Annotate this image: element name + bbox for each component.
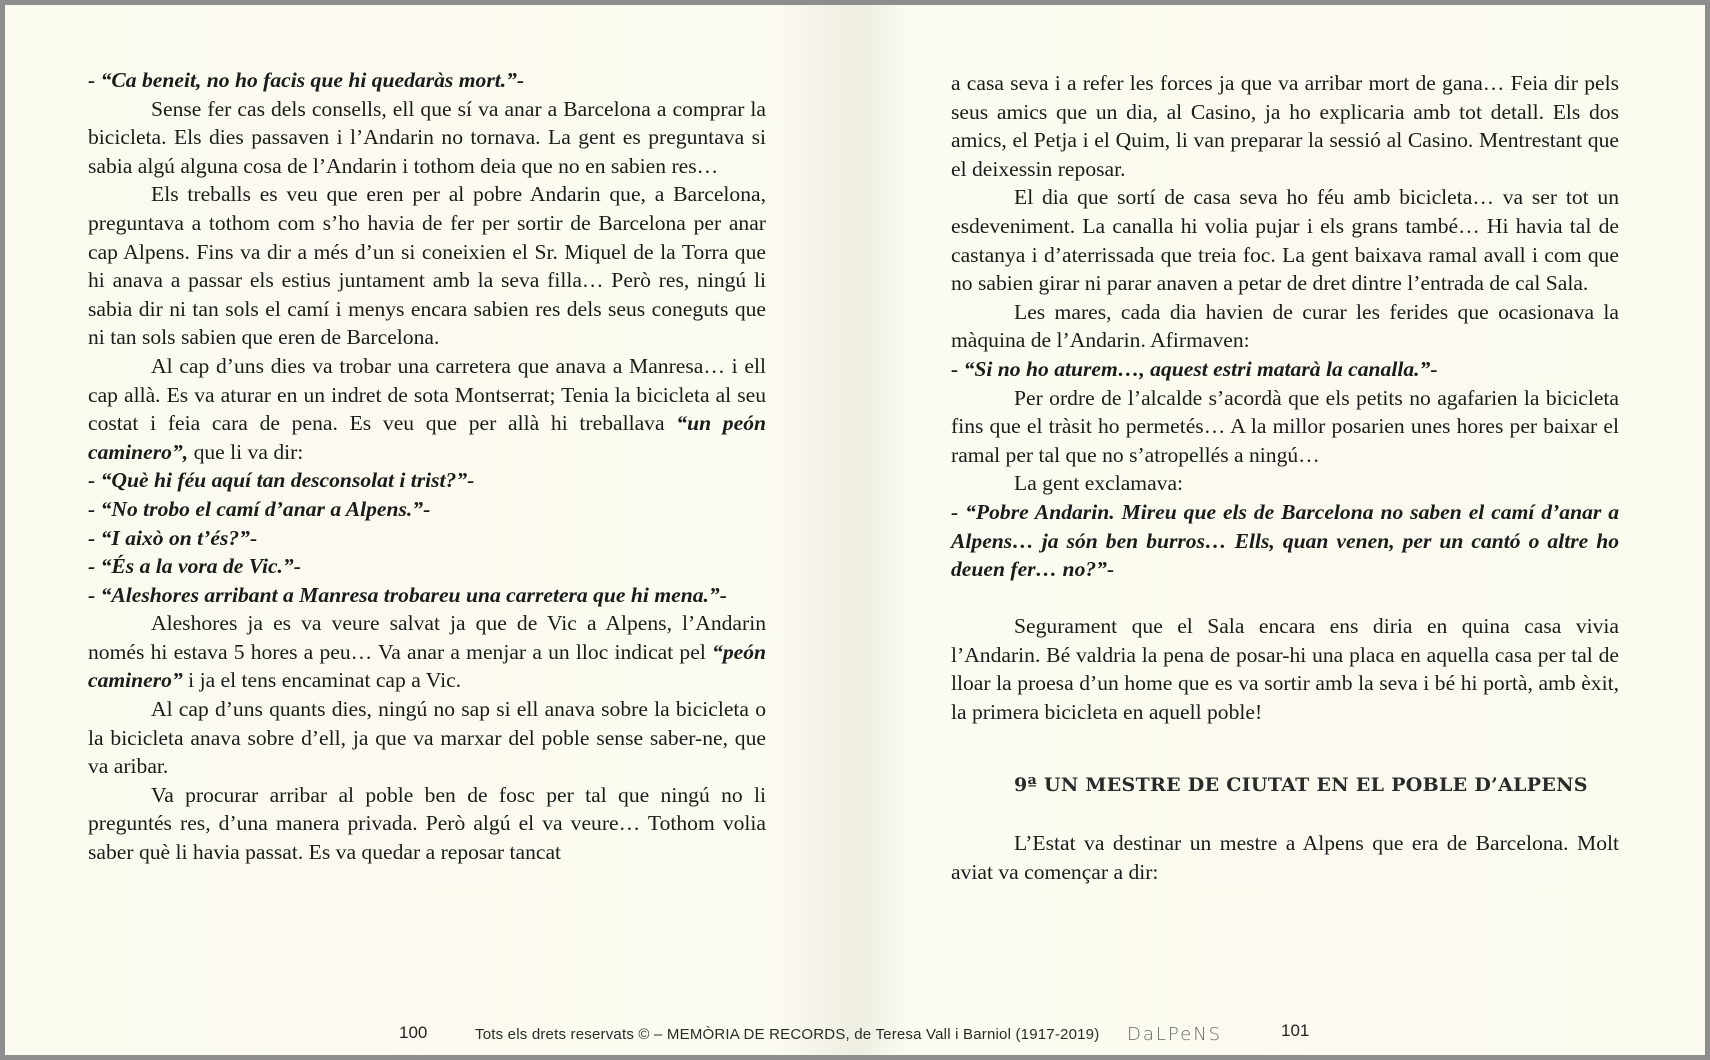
text-run: - “Pobre Andarin. Mireu que els de Barcelona no saben el camí d’anar a Alpens… ja són ben burros… Ells, quan venen, per un cantó o altre ho deuen fer… no?”- <box>951 499 1619 582</box>
page-footer <box>5 1021 1705 1045</box>
text-run: Al cap d’uns quants dies, ningú no sap si ell anava sobre la bicicleta o la bicicleta anava sobre d’ell, ja que va marxar del poble sense saber-ne, que va aribar. <box>88 697 766 779</box>
paragraph <box>88 352 766 466</box>
page-number-left: 100 <box>399 1023 428 1042</box>
text-run: que li va dir: <box>188 439 304 464</box>
paragraph <box>951 829 1619 886</box>
text-run: - “I això on t’és?”- <box>88 525 258 550</box>
chapter-heading: 9ª UN MESTRE DE CIUTAT EN EL POBLE D’ALPENS <box>1014 773 1588 796</box>
text-run: Els treballs es veu que eren per al pobre Andarin que, a Barcelona, preguntava a tothom com s’ho havia de fer per sortir de Barcelona per anar cap Alpens. Fins va dir a més d’un si coneixien el Sr. Miquel de la Torra que hi anava a passar els estius juntament amb la seva filla… Però res, ningú li sabia dir ni tan sols el camí i menys encara sabien res dels seus coneguts que ni tan sols sabien que eren de Barcelona. <box>88 182 766 350</box>
text-run: Aleshores ja es va veure salvat ja que de Vic a Alpens, l’Andarin només hi estava 5 hores a peu… Va anar a menjar a un lloc indicat pel <box>88 611 766 664</box>
paragraph <box>951 69 1619 183</box>
dialogue-line <box>88 552 766 581</box>
chapter-body <box>951 829 1619 886</box>
right-page <box>856 5 1705 1055</box>
text-run: Sense fer cas dels consells, ell que sí va anar a Barcelona a comprar la bicicleta. Els dies passaven i l’Andarin no tornava. La gent es preguntava si sabia algú alguna cosa de l’Andarin i tothom deia que no en sabien res… <box>88 96 766 178</box>
text-run: Segurament que el Sala encara ens diria en quina casa vivia l’Andarin. Bé valdria la pena de posar-hi una placa en aquella casa per tal de lloar la proesa d’un home que es va sortir amb la seva i bé hi portà, amb èxit, la primera bicicleta en aquell poble! <box>951 614 1619 725</box>
paragraph <box>88 695 766 781</box>
dialogue-line <box>88 66 766 95</box>
dialogue-line <box>88 466 766 495</box>
page-number-right: 101 <box>1281 1021 1310 1040</box>
text-run: - “Què hi féu aquí tan desconsolat i trist?”- <box>88 468 475 493</box>
dialogue-line <box>88 581 766 610</box>
text-run: i ja el tens encaminat cap a Vic. <box>182 668 462 693</box>
paragraph <box>88 781 766 867</box>
paragraph-spacer <box>951 584 1619 613</box>
text-run: La gent exclamava: <box>1014 471 1184 496</box>
dialogue-line <box>88 524 766 553</box>
left-page <box>5 5 856 1055</box>
right-page-text <box>951 69 1619 886</box>
text-run: - “Ca beneit, no ho facis que hi quedaràs mort.”- <box>88 68 525 92</box>
text-run: L’Estat va destinar un mestre a Alpens que era de Barcelona. Molt aviat va començar a dir: <box>951 831 1619 884</box>
emphasis-text: “peón caminero” <box>88 639 766 693</box>
paragraph <box>951 183 1619 297</box>
paragraph <box>88 180 766 352</box>
emphasis-text: “un peón caminero”, <box>88 411 766 464</box>
dialogue-line <box>951 498 1619 584</box>
text-run: Les mares, cada dia havien de curar les ferides que ocasionava la màquina de l’Andarin. Afirmaven: <box>951 299 1619 353</box>
book-spread <box>5 5 1705 1055</box>
dialogue-line <box>88 495 766 524</box>
text-run: - “Si no ho aturem…, aquest estri matarà la canalla.”- <box>951 356 1438 381</box>
text-run: El dia que sortí de casa seva ho féu amb bicicleta… va ser tot un esdeveniment. La canalla hi volia pujar i els grans també… Hi havia tal de castanya i d’aterrissada que treia foc. La gent baixava ramal avall i com que no sabien girar ni parar anaven a petar de dret dintre l’entrada de cal Sala. <box>951 185 1619 296</box>
paragraph <box>951 384 1619 470</box>
text-run: Va procurar arribar al poble ben de fosc per tal que ningú no li preguntés res, d’una manera privada. Però algú el va veure… Tothom volia saber què li havia passat. Es va quedar a reposar tancat <box>88 782 766 865</box>
text-run: - “És a la vora de Vic.”- <box>88 554 301 579</box>
paragraph <box>88 95 766 181</box>
left-page-text <box>88 66 766 867</box>
text-run: - “No trobo el camí d’anar a Alpens.”- <box>88 496 431 521</box>
copyright-notice: Tots els drets reservats © – MEMÒRIA DE RECORDS, de Teresa Vall i Barniol (1917-2019) <box>475 1026 1100 1043</box>
text-run: a casa seva i a refer les forces ja que va arribar mort de gana… Feia dir pels seus amics que un dia, al Casino, ja ho explicaria amb tot detall. Els dos amics, el Petja i el Quim, li van preparar la sessió al Casino. Mentrestant que el deixessin reposar. <box>951 71 1619 181</box>
text-run: Per ordre de l’alcalde s’acordà que els petits no agafarien la bicicleta fins que el tràsit ho permetés… A la millor posarien unes hores per baixar el ramal per tal que no s’atropellés a ningú… <box>951 385 1619 467</box>
paragraph <box>951 612 1619 726</box>
text-run: - “Aleshores arribant a Manresa trobareu una carretera que hi mena.”- <box>88 582 727 607</box>
paragraph <box>951 298 1619 355</box>
heading-spacer <box>951 799 1619 829</box>
right-page-body <box>951 69 1619 727</box>
text-run: Al cap d’uns dies va trobar una carretera que anava a Manresa… i ell cap allà. Es va aturar en un indret de sota Montserrat; Tenia la bicicleta al seu costat i feia cara de pena. Es veu que per allà hi treballava <box>88 353 766 436</box>
publisher-logo: DaLPeNS <box>1127 1024 1223 1045</box>
paragraph <box>951 469 1619 498</box>
paragraph <box>88 609 766 695</box>
dialogue-line <box>951 355 1619 384</box>
